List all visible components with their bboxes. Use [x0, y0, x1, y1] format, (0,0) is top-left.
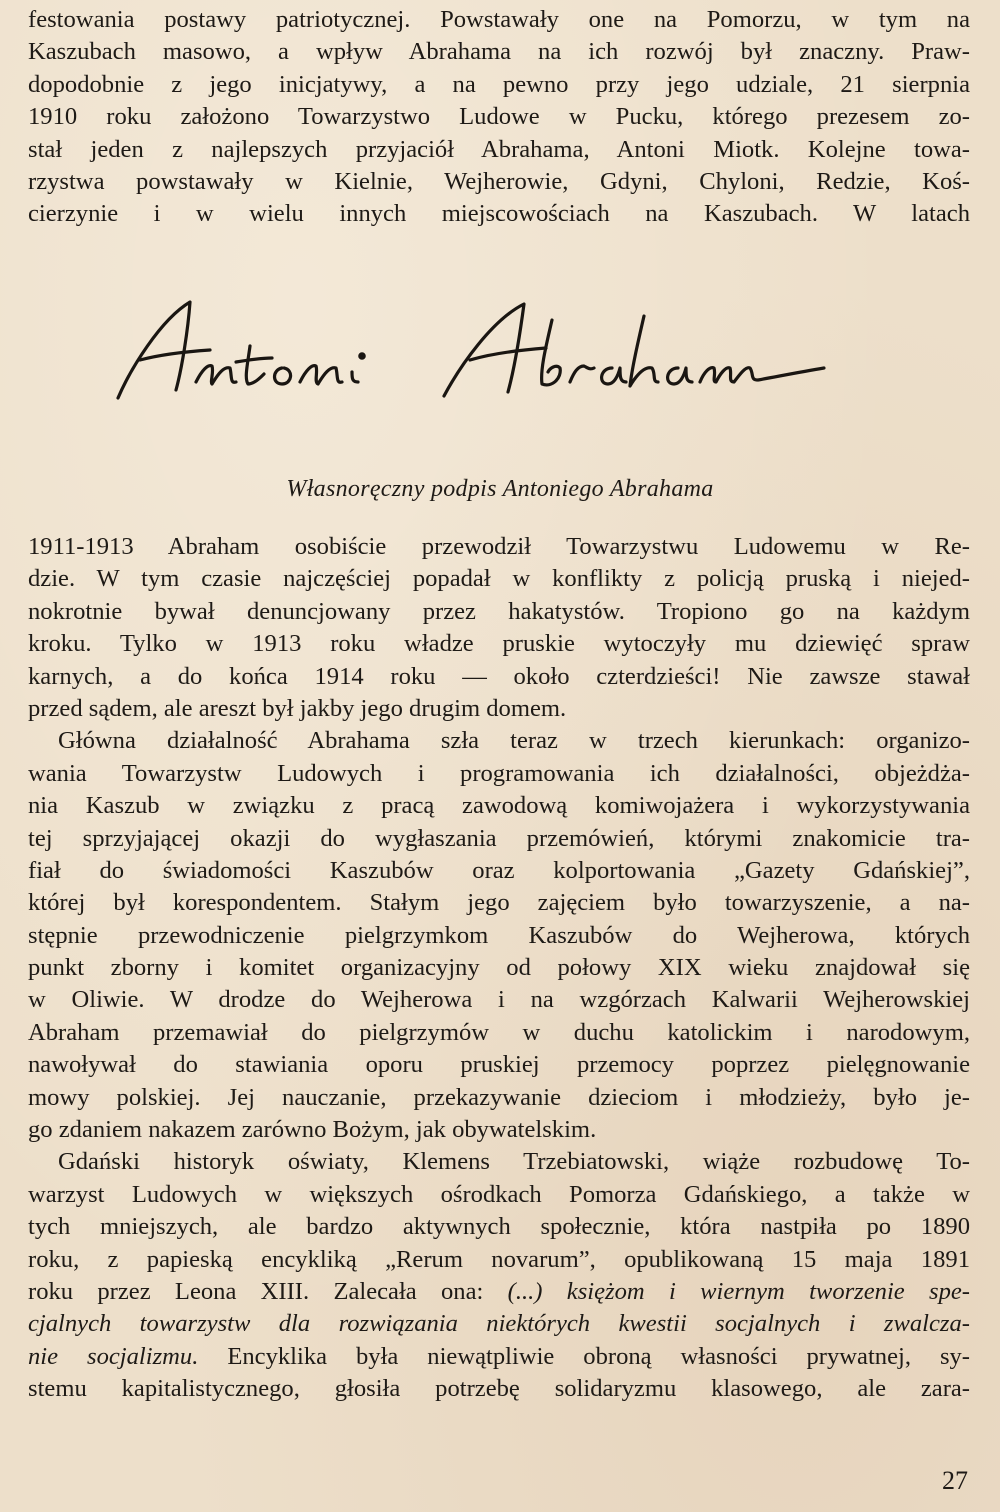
signature-caption: Własnoręczny podpis Antoniego Abrahama: [286, 476, 714, 502]
top-paragraph: [28, 4, 970, 231]
text-line: kroku. Tylko w 1913 roku władze pruskie wytoczyły mu dziewięć spraw: [28, 630, 970, 658]
text-line: której był korespondentem. Stałym jego zajęciem było towarzyszenie, a na-: [28, 889, 970, 917]
text-line: warzyst Ludowych w większych ośrodkach Pomorza Gdańskiego, a także w: [28, 1180, 970, 1208]
text-line: tych mniejszych, ale bardzo aktywnych społecznie, która nastpiła po 1890: [28, 1213, 970, 1241]
text-line-mixed: [28, 1276, 970, 1308]
text-line: nia Kaszub w związku z pracą zawodową komiwojażera i wykorzystywania: [28, 792, 970, 820]
text-line: karnych, a do końca 1914 roku — około czterdzieści! Nie zawsze stawał: [28, 662, 970, 690]
text-run: Encyklika była niewątpliwie obroną własności prywatnej, sy-: [198, 1342, 970, 1370]
text-line: Główna działalność Abrahama szła teraz w trzech kierunkach: organizo-: [58, 727, 970, 755]
text-line: mowy polskiej. Jej nauczanie, przekazywanie dzieciom i młodzieży, było je-: [28, 1083, 970, 1111]
text-line: fiał do świadomości Kaszubów oraz kolportowania „Gazety Gdańskiej”,: [28, 856, 970, 884]
text-line: Kaszubach masowo, a wpływ Abrahama na ich rozwój był znaczny. Praw-: [28, 38, 970, 66]
text-line: w Oliwie. W drodze do Wejherowa i na wzgórzach Kalwarii Wejherowskiej: [28, 986, 970, 1014]
italic-quote: cjalnych towarzystw dla rozwiązania niektórych kwestii socjalnych i zwalcza-: [28, 1310, 970, 1338]
text-line: 1911-1913 Abraham osobiście przewodził Towarzystwu Ludowemu w Re-: [28, 533, 970, 560]
text-line: rzystwa powstawały w Kielnie, Wejherowie, Gdyni, Chyloni, Redzie, Koś-: [28, 167, 970, 195]
text-line: dopodobnie z jego inicjatywy, a na pewno przy jego udziale, 21 sierpnia: [28, 70, 970, 98]
text-line: cierzynie i w wielu innych miejscowościach na Kaszubach. W latach: [28, 200, 970, 228]
text-line: przed sądem, ale areszt był jakby jego drugim domem.: [28, 694, 567, 722]
text-line: stał jeden z najlepszych przyjaciół Abrahama, Antoni Miotk. Kolejne towa-: [28, 135, 970, 163]
text-line: tej sprzyjającej okazji do wygłaszania przemówień, którymi znakomicie tra-: [28, 824, 970, 852]
italic-quote: nie socjalizmu.: [28, 1342, 199, 1370]
text-line: nawoływał do stawiania oporu pruskiej przemocy poprzez pielęgnowanie: [28, 1051, 970, 1079]
text-line: festowania postawy patriotycznej. Powstawały one na Pomorzu, w tym na: [28, 6, 970, 33]
text-line: wania Towarzystw Ludowych i programowania ich działalności, objeżdża-: [28, 759, 970, 787]
page-number: 27: [942, 1466, 968, 1495]
text-line: 1910 roku założono Towarzystwo Ludowe w Pucku, którego prezesem zo-: [28, 103, 970, 131]
text-run: roku przez Leona XIII. Zalecała ona:: [28, 1277, 508, 1305]
text-line-mixed: [28, 1341, 970, 1373]
text-line: Abraham przemawiał do pielgrzymów w duchu katolickim i narodowym,: [28, 1018, 970, 1046]
text-line: stępnie przewodniczenie pielgrzymkom Kaszubów do Wejherowa, których: [28, 921, 970, 949]
handwritten-signature: [100, 290, 900, 420]
text-line: nokrotnie bywał denuncjowany przez hakatystów. Tropiono go na każdym: [28, 597, 970, 625]
text-line: Gdański historyk oświaty, Klemens Trzebiatowski, wiąże rozbudowę To-: [58, 1148, 970, 1176]
text-line: dzie. W tym czasie najczęściej popadał w konflikty z policją pruską i niejed-: [28, 565, 970, 593]
text-line: stemu kapitalistycznego, głosiła potrzebę solidaryzmu klasowego, ale zara-: [28, 1375, 970, 1403]
text-line: punkt zborny i komitet organizacyjny od połowy XIX wieku znajdował się: [28, 954, 970, 982]
italic-quote: (...) księżom i wiernym tworzenie spe-: [507, 1277, 970, 1305]
text-line: go zdaniem nakazem zarówno Bożym, jak obywatelskim.: [28, 1116, 597, 1144]
text-line: roku, z papieską encykliką „Rerum novarum”, opublikowaną 15 maja 1891: [28, 1245, 970, 1273]
body-paragraphs: [28, 531, 970, 1406]
